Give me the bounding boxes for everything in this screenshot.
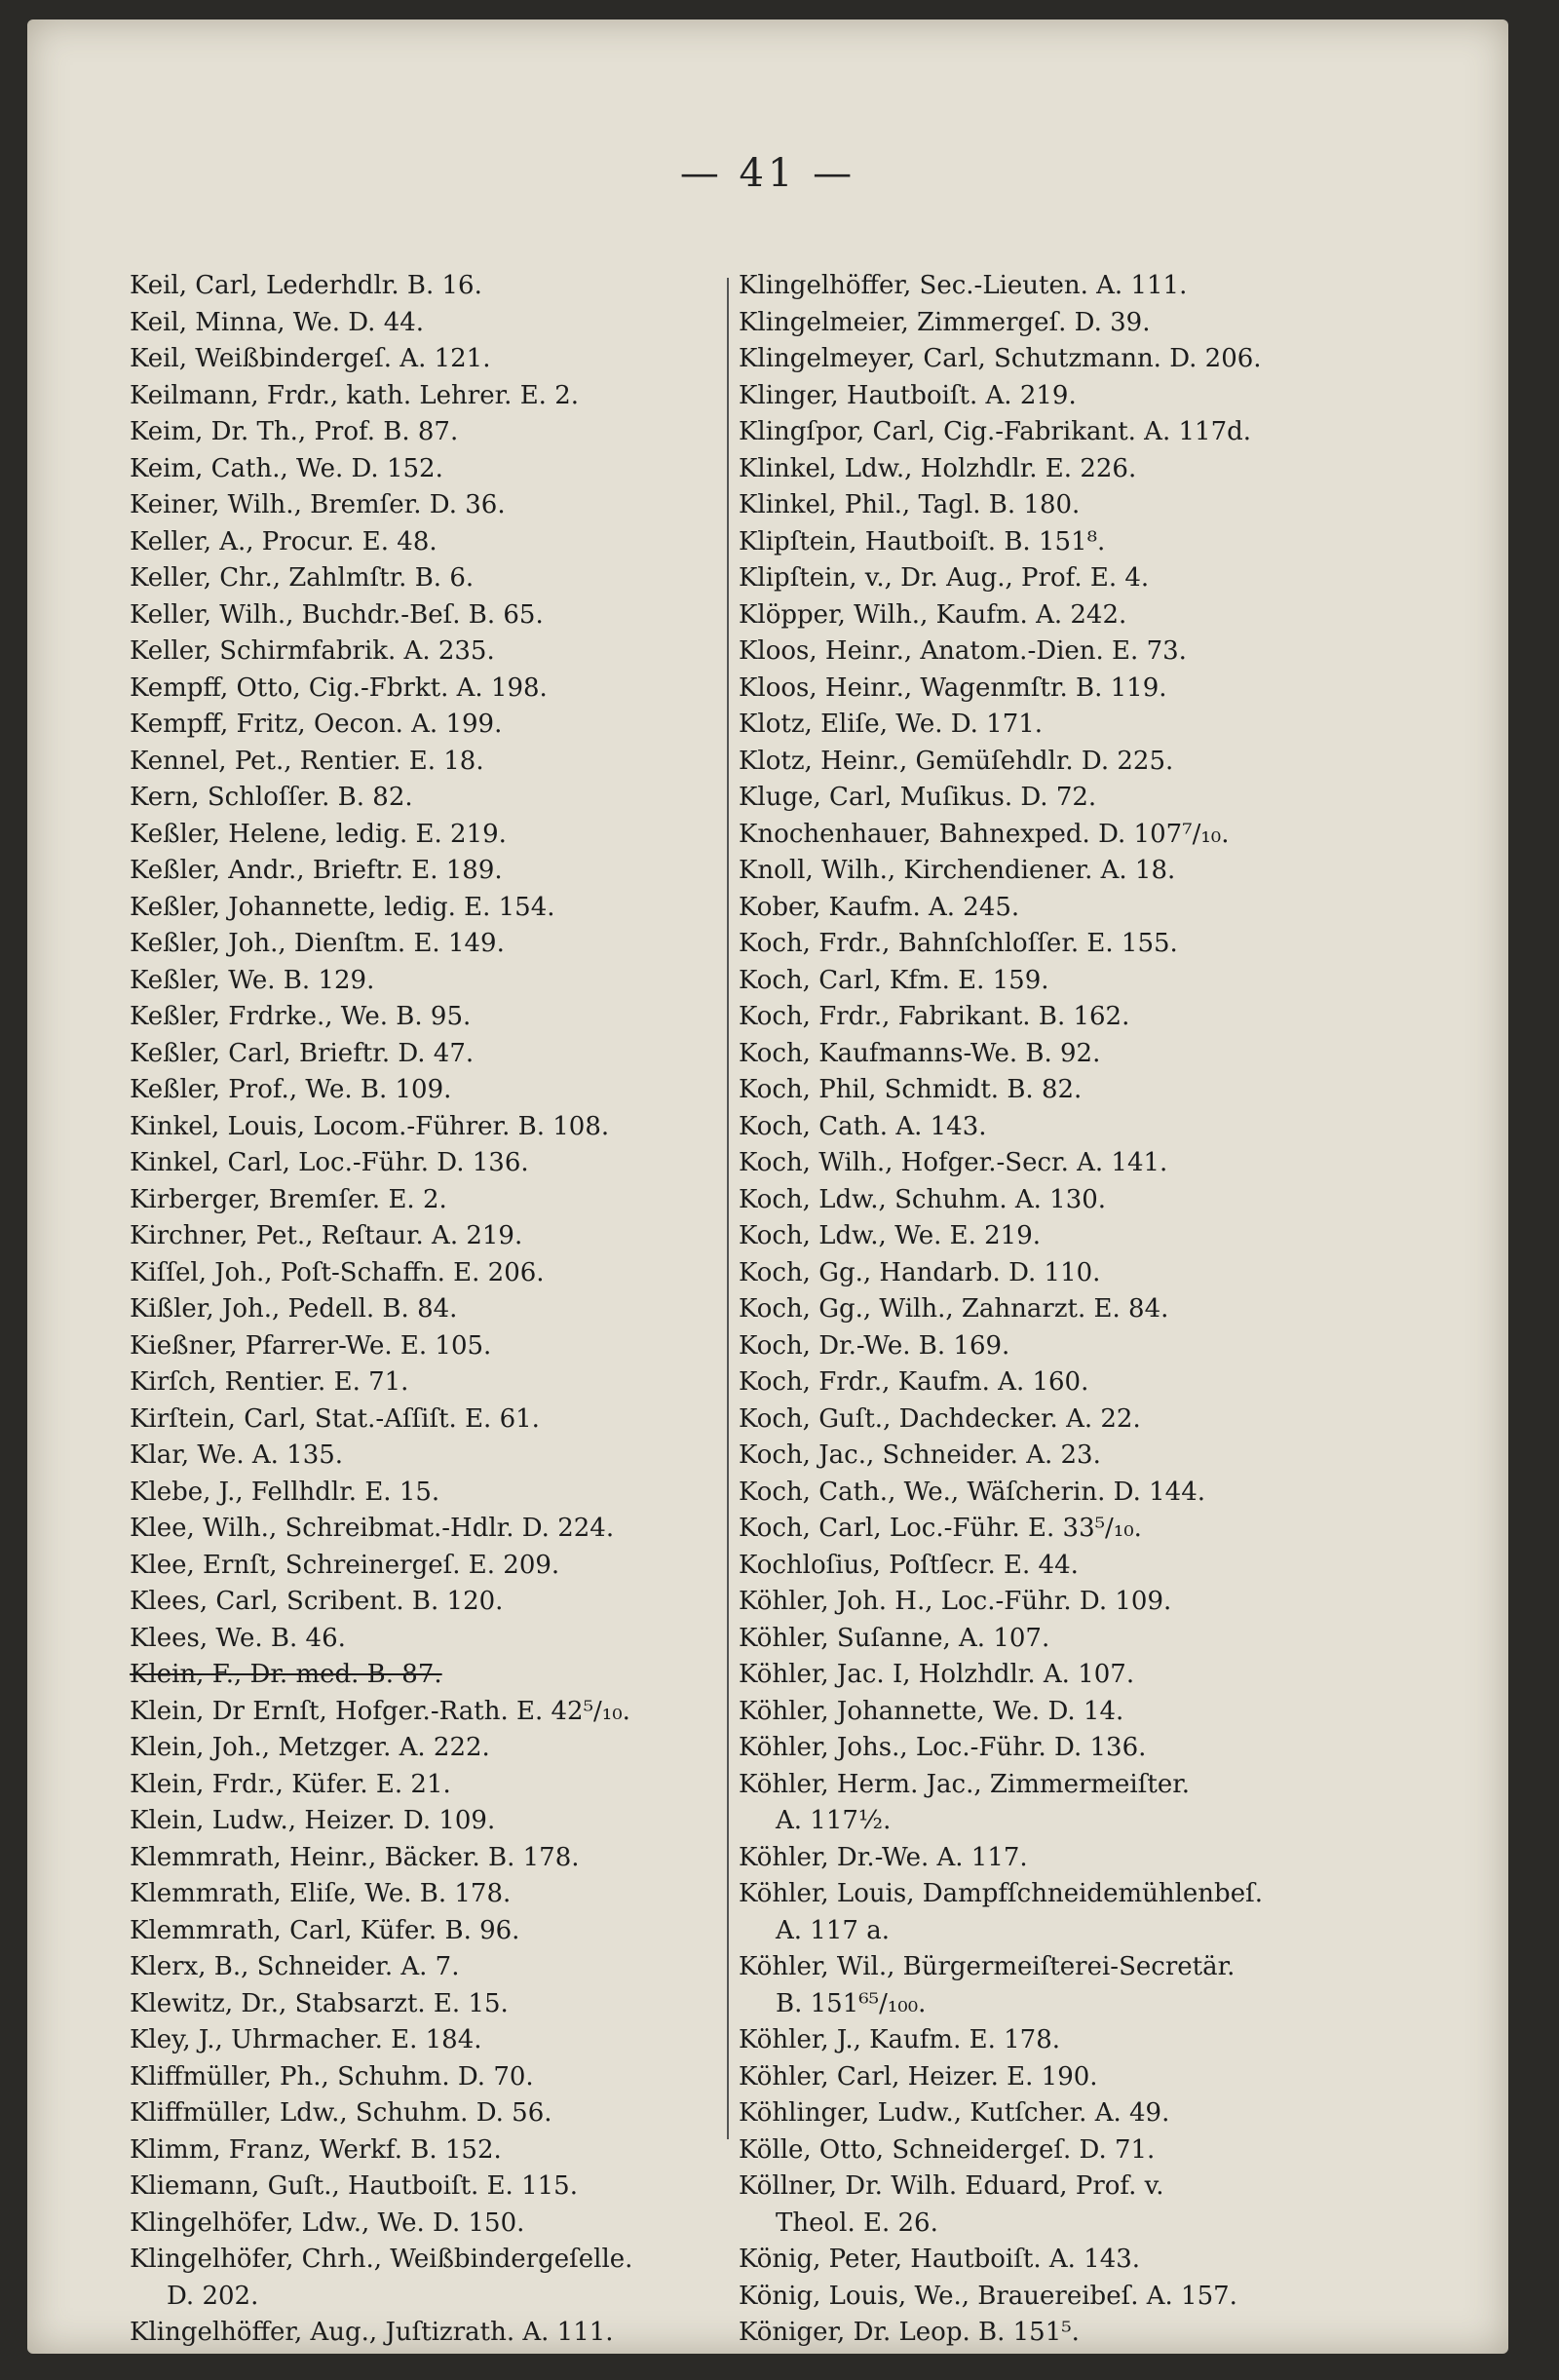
directory-entry [130,1949,714,1986]
entry-text: Köhler, Louis, Dampfſchneidemühlenbeſ. [739,1879,1263,1908]
entry-text: Köllner, Dr. Wilh. Eduard, Prof. v. [739,2171,1164,2201]
directory-entry [739,2022,1323,2059]
entry-text: A. 117½. [776,1806,892,1835]
entry-text: Koch, Frdr., Bahnſchloſſer. E. 155. [739,929,1178,958]
directory-entry [130,890,714,927]
entry-text: Klein, Dr Ernſt, Hofger.-Rath. E. 42⁵/₁₀. [130,1696,630,1726]
directory-entry [739,1876,1323,1913]
entry-text: Keßler, Joh., Dienſtm. E. 149. [130,929,505,958]
directory-entry [739,414,1323,451]
entry-text: Klees, Carl, Scribent. B. 120. [130,1587,504,1616]
directory-entry [130,1730,714,1767]
entry-text: Koch, Ldw., We. E. 219. [739,1221,1042,1250]
entry-text: Kliemann, Guſt., Hautboiſt. E. 115. [130,2171,578,2201]
directory-entry-continuation [739,1913,1323,1950]
directory-entry-continuation [739,1986,1323,2023]
directory-entry [130,1182,714,1219]
directory-entry [739,744,1323,781]
entry-text: Koch, Wilh., Hofger.-Secr. A. 141. [739,1148,1168,1177]
entry-text: Keil, Weißbindergeſ. A. 121. [130,344,491,373]
directory-entry [130,1072,714,1109]
directory-entry [739,1401,1323,1439]
entry-text: D. 202. [167,2281,259,2311]
directory-entry [130,1291,714,1328]
entry-text: Klee, Wilh., Schreibmat.-Hdlr. D. 224. [130,1514,615,1543]
entry-text: Keßler, Andr., Brieftr. E. 189. [130,856,503,885]
directory-entry [739,1291,1323,1328]
directory-entry [130,633,714,671]
entry-text: Köhler, Dr.-We. A. 117. [739,1842,1028,1872]
entry-text: Klein, Joh., Metzger. A. 222. [130,1733,490,1762]
entry-text: Köhler, Joh. H., Loc.-Führ. D. 109. [739,1587,1172,1616]
entry-text: Klar, We. A. 135. [130,1440,344,1470]
directory-entry [130,1511,714,1548]
directory-entry [739,1949,1323,1986]
entry-text: Keiner, Wilh., Bremſer. D. 36. [130,490,506,519]
entry-text: Klewitz, Dr., Stabsarzt. E. 15. [130,1988,509,2018]
entry-text: Kober, Kaufm. A. 245. [739,892,1020,922]
directory-entry [130,780,714,817]
directory-entry [739,1036,1323,1073]
entry-text: Klingelmeier, Zimmergeſ. D. 39. [739,307,1151,337]
entry-text: Keßler, Helene, ledig. E. 219. [130,819,507,849]
entry-text: Klingſpor, Carl, Cig.-Fabrikant. A. 117d. [739,417,1252,446]
entry-text: Kinkel, Carl, Loc.-Führ. D. 136. [130,1148,529,1177]
left-column [130,268,714,2352]
entry-text: B. 151⁶⁵/₁₀₀. [776,1988,927,2018]
entry-text: König, Peter, Hautboiſt. A. 143. [739,2245,1141,2274]
entry-text: Kirberger, Bremſer. E. 2. [130,1184,447,1214]
directory-page [27,19,1508,2354]
directory-entry [739,1730,1323,1767]
entry-text: Klinkel, Ldw., Holzhdlr. E. 226. [739,453,1137,483]
entry-text: Keller, Wilh., Buchdr.-Beſ. B. 65. [130,599,544,630]
directory-entry [739,560,1323,597]
entry-text: Koch, Gg., Wilh., Zahnarzt. E. 84. [739,1294,1169,1324]
entry-text: Klipſtein, v., Dr. Aug., Prof. E. 4. [739,563,1150,593]
directory-entry [739,305,1323,342]
directory-entry [739,2315,1323,2352]
directory-entry [739,2279,1323,2316]
entry-text: Koch, Gg., Handarb. D. 110. [739,1257,1101,1287]
directory-entry [130,2132,714,2169]
entry-text: Kern, Schloſſer. B. 82. [130,783,413,812]
entry-text: Kley, J., Uhrmacher. E. 184. [130,2025,482,2054]
entry-text: Klingelhöfer, Ldw., We. D. 150. [130,2207,525,2238]
entry-text: Köhler, Suſanne, A. 107. [739,1623,1050,1653]
entry-text: Klemmrath, Heinr., Bäcker. B. 178. [130,1842,580,1872]
directory-entry [130,671,714,708]
directory-entry [739,1438,1323,1475]
directory-entry [130,451,714,488]
entry-text: Klemmrath, Carl, Küfer. B. 96. [130,1915,520,1945]
directory-entry [739,926,1323,963]
directory-entry [130,1876,714,1913]
directory-entry [739,1548,1323,1585]
entry-text: Kloos, Heinr., Anatom.-Dien. E. 73. [739,636,1187,666]
directory-entry [739,2242,1323,2279]
directory-entry [739,1218,1323,1255]
directory-entry [130,268,714,305]
directory-entry [739,268,1323,305]
directory-entry [130,1913,714,1950]
directory-entry [130,817,714,854]
directory-entry [739,341,1323,378]
directory-entry [130,378,714,415]
directory-entry [130,1255,714,1292]
directory-entry [739,1584,1323,1621]
directory-entry [130,1475,714,1512]
directory-entry [739,1072,1323,1109]
directory-entry [130,853,714,890]
entry-text: Koch, Cath. A. 143. [739,1111,987,1141]
directory-entry [739,1511,1323,1548]
entry-text: Knoll, Wilh., Kirchendiener. A. 18. [739,856,1176,885]
entry-text: König, Louis, We., Brauereibeſ. A. 157. [739,2281,1237,2311]
entry-text: Kirchner, Pet., Reſtaur. A. 219. [130,1221,523,1250]
entry-text: Klingelhöffer, Aug., Juſtizrath. A. 111. [130,2318,614,2347]
directory-entry [739,853,1323,890]
directory-entry [130,1767,714,1804]
directory-entry [739,1475,1323,1512]
entry-text: Koch, Jac., Schneider. A. 23. [739,1440,1101,1470]
entry-text: Klimm, Franz, Werkf. B. 152. [130,2134,502,2165]
directory-entry [739,2132,1323,2169]
directory-entry [739,780,1323,817]
directory-entry [739,707,1323,744]
directory-entry [739,524,1323,561]
entry-text: Knochenhauer, Bahnexped. D. 107⁷/₁₀. [739,819,1230,849]
entry-text: Königer, Dr. Leop. B. 151⁵. [739,2318,1080,2347]
directory-entry [130,707,714,744]
entry-text: Kempff, Fritz, Oecon. A. 199. [130,710,503,739]
entry-text: Koch, Ldw., Schuhm. A. 130. [739,1184,1107,1214]
entry-text: Keßler, Carl, Brieftr. D. 47. [130,1038,475,1068]
entry-text: Koch, Dr.-We. B. 169. [739,1330,1010,1361]
directory-entry [130,2315,714,2352]
directory-entry [130,2059,714,2096]
entry-text: Keim, Cath., We. D. 152. [130,453,443,483]
directory-entry [130,2095,714,2132]
directory-entry [130,2242,714,2279]
directory-entry [130,1657,714,1694]
entry-text: Klipſtein, Hautboiſt. B. 151⁸. [739,526,1106,557]
column-divider [727,278,729,2139]
directory-entry [130,1986,714,2023]
directory-entry [130,1694,714,1731]
entry-text: Kliffmüller, Ph., Schuhm. D. 70. [130,2061,534,2092]
directory-entry [130,487,714,524]
entry-text: Kirſch, Rentier. E. 71. [130,1367,409,1397]
directory-entry [130,341,714,378]
directory-entry [739,1840,1323,1877]
directory-entry [130,414,714,451]
entry-text: Keilmann, Frdr., kath. Lehrer. E. 2. [130,380,580,410]
directory-entry [739,890,1323,927]
entry-text: Keil, Carl, Lederhdlr. B. 16. [130,271,482,300]
directory-entry [739,2059,1323,2096]
entry-text: Koch, Guſt., Dachdecker. A. 22. [739,1403,1141,1434]
entry-text: Keil, Minna, We. D. 44. [130,307,425,337]
directory-entry [130,1803,714,1840]
directory-entry [739,378,1323,415]
directory-entry [130,1584,714,1621]
directory-entry-continuation [739,1803,1323,1840]
directory-entry [130,1621,714,1658]
entry-text: Kiſſel, Joh., Poſt-Schaffn. E. 206. [130,1257,545,1287]
entry-text: Keßler, Johannette, ledig. E. 154. [130,892,555,922]
directory-entry [739,1109,1323,1146]
entry-text: Kloos, Heinr., Wagenmſtr. B. 119. [739,672,1167,703]
directory-entry [739,1328,1323,1365]
directory-entry [130,1328,714,1365]
entry-text: Kochloſius, Poſtſecr. E. 44. [739,1550,1079,1580]
entry-text: Klebe, J., Fellhdlr. E. 15. [130,1477,440,1507]
entry-text: Köhler, Wil., Bürgermeiſterei-Secretär. [739,1952,1236,1981]
directory-entry [130,744,714,781]
entry-text: Keller, Chr., Zahlmſtr. B. 6. [130,563,475,593]
directory-entry [130,999,714,1036]
directory-entry [739,451,1323,488]
entry-text: Klingelhöfer, Chrh., Weißbindergeſelle. [130,2245,633,2274]
entry-text: Koch, Kaufmanns-We. B. 92. [739,1038,1101,1068]
entry-text: Koch, Carl, Kfm. E. 159. [739,965,1049,995]
directory-entry [130,1218,714,1255]
directory-entry-continuation [130,2279,714,2316]
entry-text: Klotz, Heinr., Gemüſehdlr. D. 225. [739,746,1174,776]
entry-text: Kliffmüller, Ldw., Schuhm. D. 56. [130,2098,552,2128]
entry-text: Köhler, Johannette, We. D. 14. [739,1696,1124,1726]
entry-text: Klingelmeyer, Carl, Schutzmann. D. 206. [739,344,1262,373]
directory-entry [739,487,1323,524]
entry-text: Klinkel, Phil., Tagl. B. 180. [739,490,1081,519]
right-column [739,268,1323,2352]
entry-text: Klöpper, Wilh., Kaufm. A. 242. [739,599,1127,630]
directory-entry [130,2022,714,2059]
entry-text: Klinger, Hautboiſt. A. 219. [739,380,1077,410]
directory-entry [739,2169,1323,2206]
entry-text: Köhler, Jac. I, Holzhdlr. A. 107. [739,1660,1135,1689]
directory-entry [739,1145,1323,1182]
entry-text: Klerx, B., Schneider. A. 7. [130,1952,460,1981]
directory-entry [130,963,714,1000]
entry-text: Köhler, Herm. Jac., Zimmermeiſter. [739,1769,1191,1799]
entry-text: Keller, Schirmfabrik. A. 235. [130,636,495,666]
entry-text: Klein, Frdr., Küfer. E. 21. [130,1769,451,1799]
entry-text: Koch, Phil, Schmidt. B. 82. [739,1075,1083,1104]
directory-entry [739,817,1323,854]
entry-text: Klemmrath, Eliſe, We. B. 178. [130,1879,512,1908]
directory-entry [739,1694,1323,1731]
entry-text: Klees, We. B. 46. [130,1623,346,1653]
entry-text: Kirſtein, Carl, Stat.-Aſſiſt. E. 61. [130,1403,540,1434]
directory-entry [739,1255,1323,1292]
directory-entry [130,560,714,597]
entry-text: Keßler, We. B. 129. [130,965,375,995]
entry-text: A. 117 a. [776,1915,890,1945]
directory-entry [130,1438,714,1475]
directory-entry [739,963,1323,1000]
directory-entry [130,1548,714,1585]
entry-text: Kölle, Otto, Schneidergeſ. D. 71. [739,2134,1156,2165]
directory-entry [130,305,714,342]
directory-entry [739,999,1323,1036]
entry-text: Koch, Frdr., Kaufm. A. 160. [739,1367,1089,1397]
entry-text: Kießner, Pfarrer-We. E. 105. [130,1330,492,1361]
directory-entry [739,597,1323,634]
entry-text: Koch, Carl, Loc.-Führ. E. 33⁵/₁₀. [739,1514,1142,1543]
entry-text: Köhler, J., Kaufm. E. 178. [739,2025,1061,2054]
entry-text: Keim, Dr. Th., Prof. B. 87. [130,417,459,446]
directory-entry [739,2095,1323,2132]
entry-text: Klein, Ludw., Heizer. D. 109. [130,1806,496,1835]
directory-entry [130,2206,714,2243]
directory-entry [130,2169,714,2206]
directory-entry [739,671,1323,708]
entry-text: Klee, Ernſt, Schreinergeſ. E. 209. [130,1550,560,1580]
directory-entry [130,1109,714,1146]
directory-entry [739,633,1323,671]
directory-entry [130,1036,714,1073]
directory-entry [130,926,714,963]
entry-text: Kißler, Joh., Pedell. B. 84. [130,1294,458,1324]
entry-text: Kluge, Carl, Muſikus. D. 72. [739,783,1097,812]
entry-text: Theol. E. 26. [776,2207,938,2238]
directory-entry [739,1767,1323,1804]
directory-entry [739,1182,1323,1219]
entry-text: Köhlinger, Ludw., Kutſcher. A. 49. [739,2098,1170,2128]
entry-text: Koch, Cath., We., Wäſcherin. D. 144. [739,1477,1206,1507]
directory-entry [130,1840,714,1877]
entry-text: Kempff, Otto, Cig.-Fbrkt. A. 198. [130,672,548,703]
directory-entry [130,597,714,634]
entry-text: Keßler, Frdrke., We. B. 95. [130,1002,472,1031]
entry-text: Klingelhöffer, Sec.-Lieuten. A. 111. [739,271,1188,300]
directory-entry [739,1621,1323,1658]
entry-text: Köhler, Carl, Heizer. E. 190. [739,2061,1098,2092]
entry-text: Koch, Frdr., Fabrikant. B. 162. [739,1002,1130,1031]
page-number: — 41 — [679,151,856,196]
entry-text: Keßler, Prof., We. B. 109. [130,1075,452,1104]
directory-entry [130,1401,714,1439]
entry-text: Klotz, Eliſe, We. D. 171. [739,710,1044,739]
entry-text: Keller, A., Procur. E. 48. [130,526,437,557]
entry-text: Klein, F., Dr. med. B. 87. [130,1660,442,1689]
directory-entry [130,524,714,561]
directory-entry [130,1145,714,1182]
entry-text: Köhler, Johs., Loc.-Führ. D. 136. [739,1733,1147,1762]
directory-entry [739,1657,1323,1694]
directory-entry [739,1364,1323,1401]
entry-text: Kennel, Pet., Rentier. E. 18. [130,746,484,776]
directory-entry-continuation [739,2206,1323,2243]
entry-text: Kinkel, Louis, Locom.-Führer. B. 108. [130,1111,610,1141]
directory-entry [130,1364,714,1401]
